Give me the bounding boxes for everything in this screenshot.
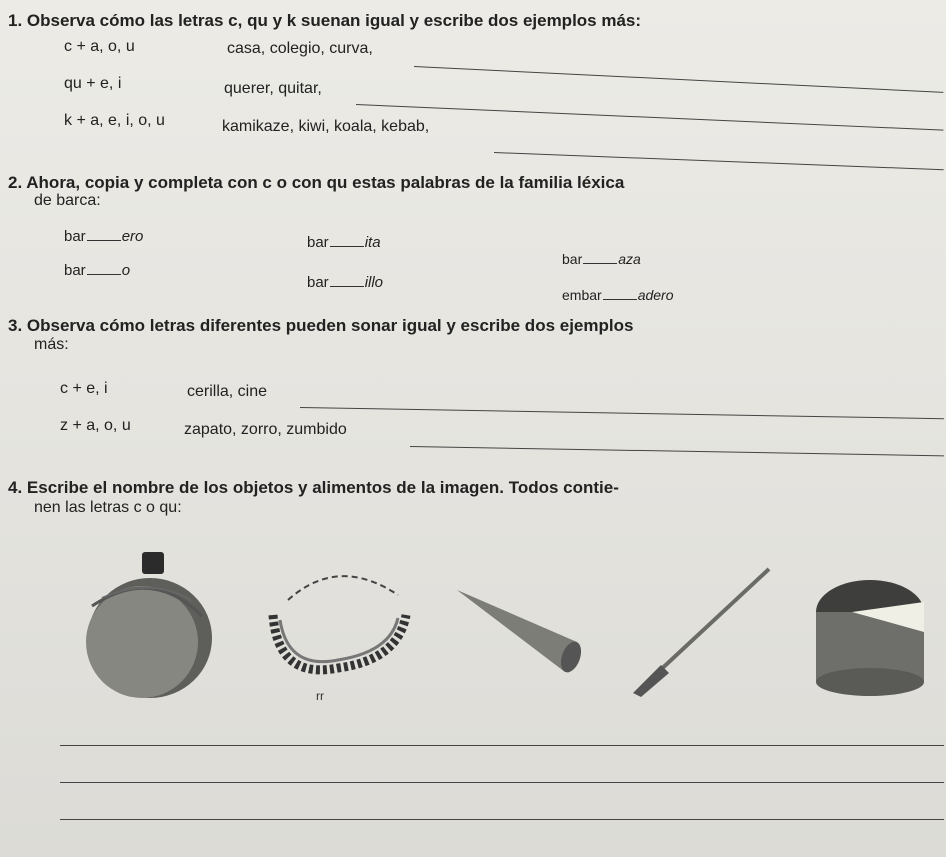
fill-word[interactable] [307,234,381,251]
examples-k: kamikaze, kiwi, koala, kebab, [222,118,430,135]
examples-c-ei: cerilla, cine [187,383,268,400]
fill-word[interactable] [64,228,143,245]
necklace-icon [258,560,418,705]
answer-line-objects-3[interactable] [60,819,944,820]
fill-word[interactable] [307,274,383,291]
exercise-4-title: 4. Escribe el nombre de los objetos y alimentos de la imagen. Todos contie- [8,478,619,497]
answer-line-objects-1[interactable] [60,745,944,746]
exercise-2-title: 2. Ahora, copia y completa con c o con qu estas palabras de la familia léxica [8,173,625,192]
rule-z: z + a, o, u [60,417,131,434]
answer-line-objects-2[interactable] [60,782,944,783]
examples-z: zapato, zorro, zumbido [184,421,347,438]
word-prefix: bar [64,262,86,279]
examples-c: casa, colegio, curva, [227,40,373,57]
broom-icon [625,565,775,700]
rule-c: c + a, o, u [64,38,135,55]
answer-line-k[interactable] [494,152,944,170]
fill-word[interactable] [64,262,130,279]
word-suffix: aza [618,251,641,267]
fill-word[interactable] [562,287,674,303]
word-prefix: bar [64,228,86,245]
answer-line-qu[interactable] [356,104,943,131]
rule-c-ei: c + e, i [60,380,108,397]
canteen-icon [62,546,217,706]
word-suffix: illo [364,274,384,291]
cone-icon [455,582,585,677]
word-suffix: adero [637,287,674,303]
exercise-3-title: 3. Observa cómo letras diferentes pueden sonar igual y escribe dos ejemplos [8,316,634,335]
word-suffix: o [121,262,131,279]
answer-line-c-ei[interactable] [300,407,944,419]
examples-qu: querer, quitar, [224,80,322,97]
word-prefix: bar [562,251,583,267]
exercise-4-title-cont: nen las letras c o qu: [34,499,182,516]
word-suffix: ero [121,228,144,245]
fill-word[interactable] [562,251,641,267]
cheese-icon [812,576,930,698]
rule-qu: qu + e, i [64,75,122,92]
word-prefix: bar [307,274,329,291]
exercise-3-title-cont: más: [34,336,69,353]
exercise-1-title: 1. Observa cómo las letras c, qu y k suenan igual y escribe dos ejemplos más: [8,11,642,30]
exercise-2-title-cont: de barca: [34,192,101,209]
rule-k: k + a, e, i, o, u [64,112,165,129]
svg-text:rr: rr [316,689,324,703]
word-prefix: embar [562,287,602,303]
answer-line-z[interactable] [410,446,944,456]
answer-line-c[interactable] [414,66,943,93]
word-suffix: ita [364,234,381,251]
word-prefix: bar [307,234,329,251]
